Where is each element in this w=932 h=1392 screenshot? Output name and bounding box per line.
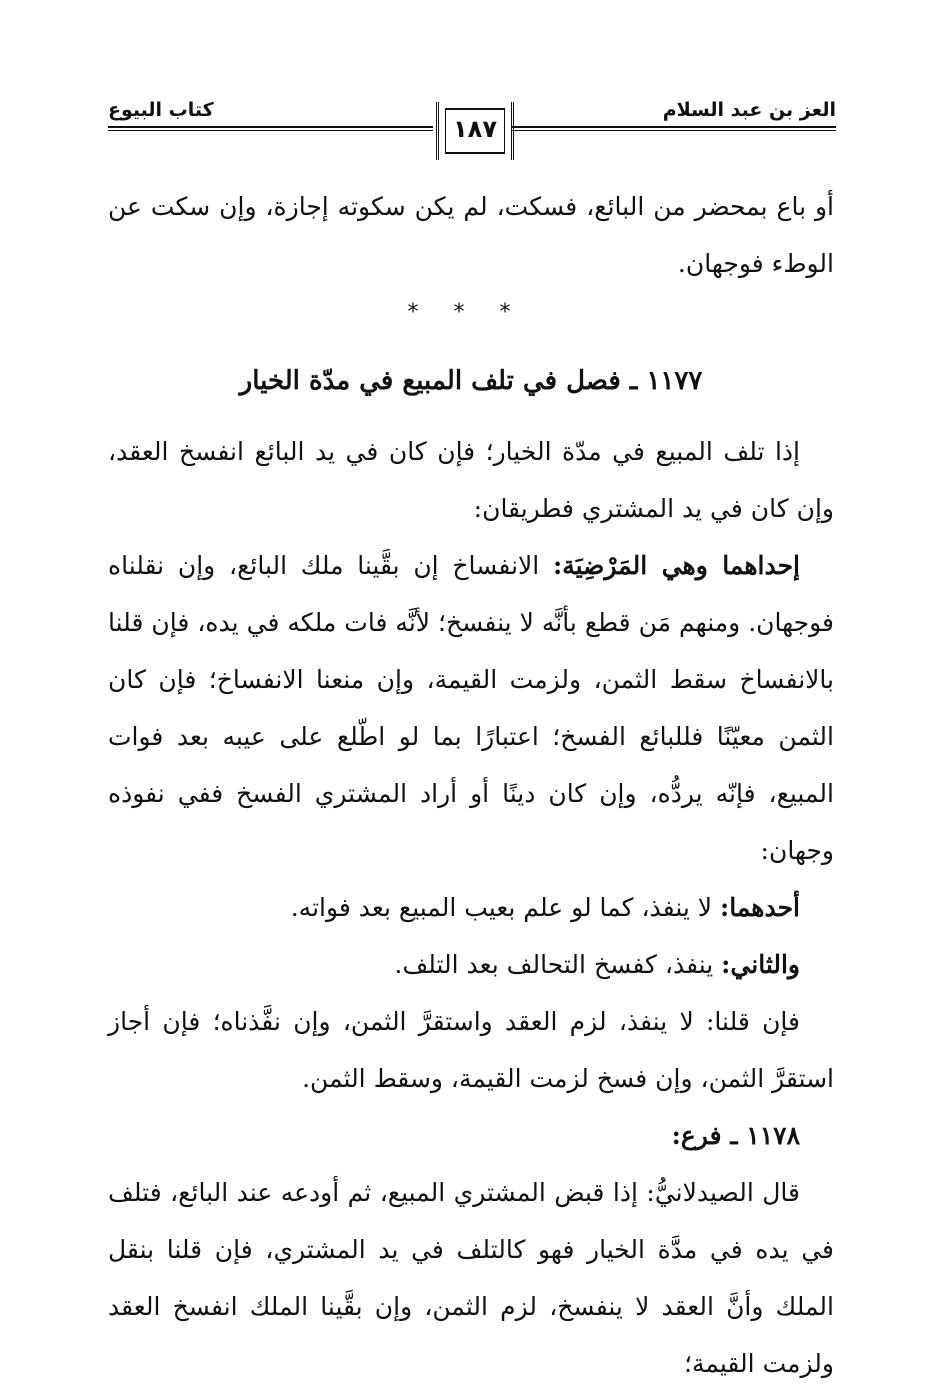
paragraph-3-lead: أحدهما: — [719, 893, 800, 922]
header-rule-left — [108, 126, 433, 131]
paragraph-2-body: الانفساخ إن بقَّينا ملك البائع، وإن نقلناه فوجهان. ومنهم مَن قطع بأنَّه لا ينفسخ؛ لأنَّه فات ملكه في يده، فإن قلنا بالانفساخ سقط الثمن، ولزمت القيمة، وإن منعنا الانفساخ؛ فإن كان الثمن معيّنًا فللبائع الفسخ؛ اعتبارًا بما لو اطّلع على عيبه بعد فوات المبيع، فإنّه يردُّه، وإن كان دينًا أو أراد المشتري الفسخ ففي نفوذه وجهان: — [108, 551, 834, 865]
paragraph-3 — [108, 879, 834, 936]
paragraph-4-lead: والثاني: — [721, 950, 800, 979]
continuation-paragraph: أو باع بمحضر من البائع، فسكت، لم يكن سكوته إجازة، وإن سكت عن الوطء فوجهان. — [108, 192, 834, 278]
page-header — [108, 92, 836, 168]
paragraph-1: إذا تلف المبيع في مدّة الخيار؛ فإن كان في يد البائع انفسخ العقد، وإن كان في يد المشتري فطريقان: — [108, 437, 834, 523]
paragraph-7: قال الصيدلانيُّ: إذا قبض المشتري المبيع، ثم أودعه عند البائع، فتلف في يده في مدَّة الخيار فهو كالتلف في يد المشتري، فإن قلنا بنقل الملك وأنَّ العقد لا ينفسخ، لزم الثمن، وإن بقَّينا الملك انفسخ العقد ولزمت القيمة؛ — [108, 1178, 834, 1378]
paragraph-3-body: لا ينفذ، كما لو علم بعيب المبيع بعد فواته. — [290, 893, 720, 922]
paragraph-4 — [108, 936, 834, 993]
section-heading: ١١٧٧ ـ فصل في تلف المبيع في مدّة الخيار — [239, 366, 703, 396]
main-text — [108, 423, 834, 1392]
subsection-heading: ١١٧٨ ـ فرع: — [671, 1121, 800, 1150]
header-rule-right — [511, 126, 836, 131]
paragraph-2 — [108, 537, 834, 879]
page-number-frame — [436, 102, 514, 160]
section-separator: * * * — [407, 300, 525, 325]
chapter-running-title: كتاب البيوع — [108, 99, 214, 121]
paragraph-2-lead: إحداهما وهي المَرْضِيَة: — [552, 551, 801, 580]
page-number: ١٨٧ — [453, 115, 497, 143]
continuation-paragraph-block — [108, 178, 834, 292]
paragraph-4-body: ينفذ، كفسخ التحالف بعد التلف. — [394, 950, 722, 979]
author-running-title: العز بن عبد السلام — [662, 99, 836, 121]
paragraph-5: فإن قلنا: لا ينفذ، لزم العقد واستقرَّ الثمن، وإن نفَّذناه؛ فإن أجاز استقرَّ الثمن، وإن فسخ لزمت القيمة، وسقط الثمن. — [108, 1007, 834, 1093]
